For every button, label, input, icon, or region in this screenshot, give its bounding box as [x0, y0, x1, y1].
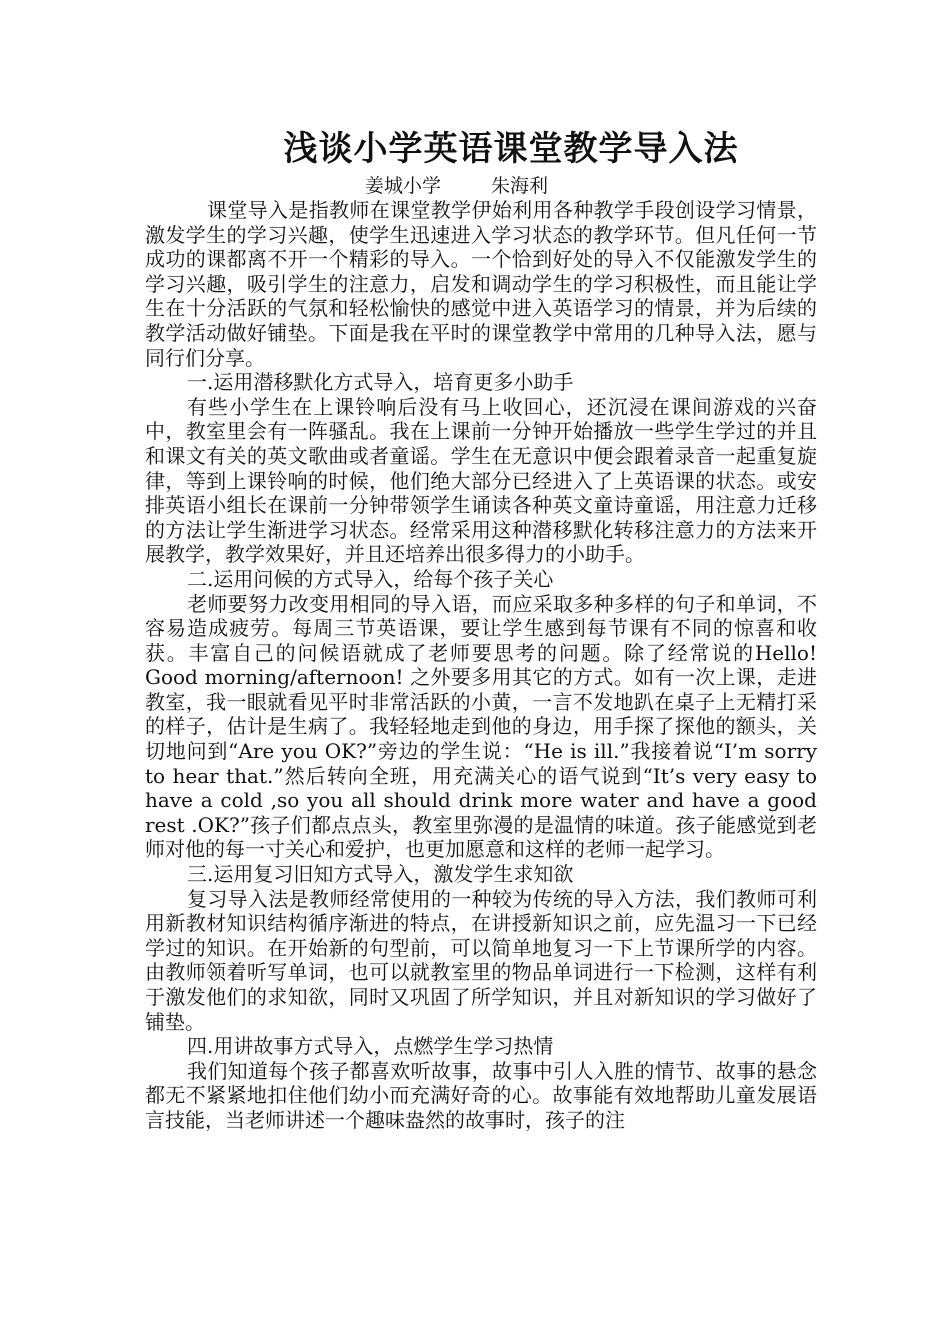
section-heading-3: 三.运用复习旧知方式导入，激发学生求知欲 — [187, 862, 574, 887]
article-body — [145, 198, 817, 1133]
section-paragraph-4: 我们知道每个孩子都喜欢听故事，故事中引人入胜的情节、故事的悬念都无不紧紧地扣住他们幼小而充满好奇的心。故事能有效地帮助儿童发展语言技能，当老师讲述一个趣味盎然的故事时，孩子的注 — [145, 1058, 817, 1132]
document-page — [145, 128, 817, 1133]
section-paragraph-1: 有些小学生在上课铃响后没有马上收回心，还沉浸在课间游戏的兴奋中，教室里会有一阵骚乱。我在上课前一分钟开始播放一些学生学过的并且和课文有关的英文歌曲或者童谣。学生在无意识中便会跟着录音一起重复旋律，等到上课铃响的时候，他们绝大部分已经进入了上英语课的状态。或安排英语小组长在课前一分钟带领学生诵读各种英文童诗童谣，用注意力迁移的方法让学生渐进学习状态。经常采用这种潜移默化转移注意力的方法来开展教学，教学效果好，并且还培养出很多得力的小助手。 — [145, 394, 817, 567]
section-heading-4: 四.用讲故事方式导入，点燃学生学习热情 — [187, 1034, 554, 1059]
page-title: 浅谈小学英语课堂教学导入法 — [283, 129, 739, 169]
author-name: 朱海利 — [491, 175, 549, 197]
section-paragraph-3: 复习导入法是教师经常使用的一种较为传统的导入方法，我们教师可利用新教材知识结构循序渐进的特点，在讲授新知识之前，应先温习一下已经学过的知识。在开始新的句型前，可以简单地复习一下上节课所学的内容。由教师领着听写单词，也可以就教室里的物品单词进行一下检测，这样有利于激发他们的求知欲，同时又巩固了所学知识，并且对新知识的学习做好了铺垫。 — [145, 886, 817, 1034]
byline — [145, 174, 817, 198]
school-name: 姜城小学 — [365, 175, 442, 197]
section-heading-2: 二.运用问候的方式导入，给每个孩子关心 — [187, 566, 554, 591]
section-heading-1: 一.运用潜移默化方式导入，培育更多小助手 — [187, 370, 574, 395]
intro-paragraph: 课堂导入是指教师在课堂教学伊始利用各种教学手段创设学习情景，激发学生的学习兴趣，使学生迅速进入学习状态的教学环节。但凡任何一节成功的课都离不开一个精彩的导入。一个恰到好处的导入不仅能激发学生的学习兴趣，吸引学生的注意力，启发和调动学生的学习积极性，而且能让学生在十分活跃的气氛和轻松愉快的感觉中进入英语学习的情景，并为后续的教学活动做好铺垫。下面是我在平时的课堂教学中常用的几种导入法，愿与同行们分享。 — [145, 198, 817, 370]
section-paragraph-2: 老师要努力改变用相同的导入语，而应采取多种多样的句子和单词，不容易造成疲劳。每周三节英语课，要让学生感到每节课有不同的惊喜和收获。丰富自己的问候语就成了老师要思考的问题。除了经常说的Hello! Good morning/afternoon! 之外要多用其它的方式。如有一次上课，走进教室，我一眼就看见平时非常活跃的小黄，一言不发地趴在桌子上无精打采的样子，估计是生病了。我轻轻地走到他的身边，用手探了探他的额头，关切地问到“Are you OK?”旁边的学生说：“He is ill.”我接着说“I’m sorry to hear that.”然后转向全班，用充满关心的语气说到“It’s very easy to have a cold ,so you all should drink more water and have a good rest .OK?”孩子们都点点头，教室里弥漫的是温情的味道。孩子能感觉到老师对他的每一寸关心和爱护，也更加愿意和这样的老师一起学习。 — [145, 591, 817, 862]
